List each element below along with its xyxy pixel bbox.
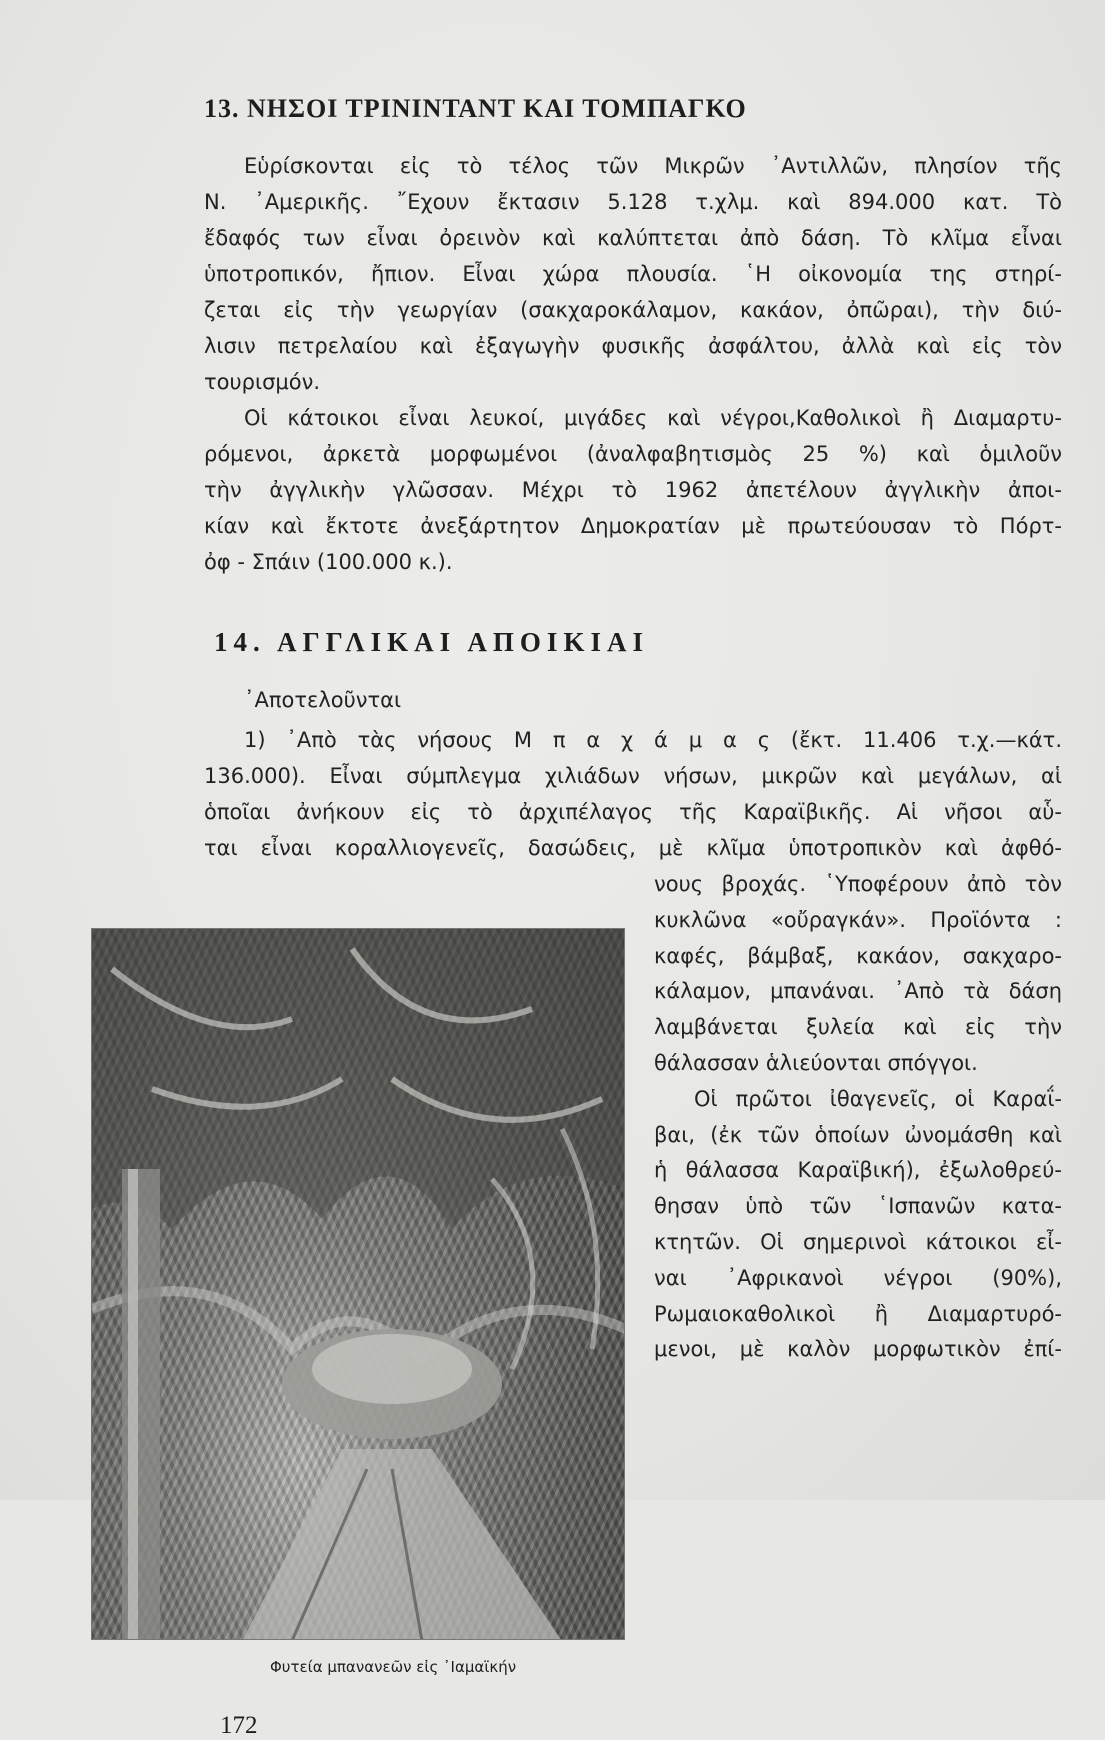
section-14-column-line: μενοι, μὲ καλὸν μορφωτικὸν ἐπί-	[654, 1337, 1062, 1362]
section-14-line: ὁποῖαι ἀνήκουν εἰς τὸ ἀρχιπέλαγος τῆς Καραϊβικῆς. Αἱ νῆσοι αὗ-	[204, 800, 1062, 824]
section-13-line: τὴν ἀγγλικὴν γλῶσσαν. Μέχρι τὸ 1962 ἀπετέλουν ἀγγλικὴν ἀποι-	[204, 478, 1062, 502]
section-13-line: κίαν καὶ ἔκτοτε ἀνεξάρτητον Δημοκρατίαν μὲ πρωτεύουσαν τὸ Πόρτ-	[204, 514, 1062, 538]
section-14-column-line: ἡ θάλασσα Καραϊβική), ἐξωλοθρεύ-	[654, 1158, 1062, 1183]
section-14-heading: 14. ΑΓΓΛΙΚΑΙ ΑΠΟΙΚΙΑΙ	[214, 627, 649, 657]
section-14-column-line: θάλασσαν ἁλιεύονται σπόγγοι.	[654, 1051, 978, 1075]
section-14-line: 136.000). Εἶναι σύμπλεγμα χιλιάδων νήσων, μικρῶν καὶ μεγάλων, αἱ	[204, 764, 1062, 788]
banana-plantation-illustration	[92, 929, 625, 1640]
section-14-line: 1) ᾿Απὸ τὰς νήσους Μ π α χ ά μ α ς (ἔκτ. 11.406 τ.χ.—κάτ.	[244, 728, 1062, 752]
section-13-line: ὑποτροπικόν, ἤπιον. Εἶναι χώρα πλουσία. ῾Η οἰκονομία της στηρί-	[204, 262, 1062, 286]
section-13-line: Οἱ κάτοικοι εἶναι λευκοί, μιγάδες καὶ νέγροι,Καθολικοὶ ἢ Διαμαρτυ-	[244, 406, 1062, 430]
section-14-column-line: κτητῶν. Οἱ σημερινοὶ κάτοικοι εἶ-	[654, 1230, 1062, 1254]
section-14-column-line: ναι ᾿Αφρικανοὶ νέγροι (90%),	[654, 1265, 1062, 1290]
section-14-column-line: κάλαμον, μπανάναι. ᾿Απὸ τὰ δάση	[654, 979, 1062, 1004]
section-14-column-line: Οἱ πρῶτοι ἰθαγενεῖς, οἱ Καραΐ-	[694, 1086, 1062, 1111]
section-13-line: τουρισμόν.	[204, 370, 321, 394]
section-14-line: ται εἶναι κοραλλιογενεῖς, δασώδεις, μὲ κλῖμα ὑποτροπικὸν καὶ ἀφθό-	[204, 836, 1062, 860]
section-13-line: Εὑρίσκονται εἰς τὸ τέλος τῶν Μικρῶν ᾿Αντιλλῶν, πλησίον τῆς	[244, 154, 1062, 178]
section-13-line: ἔδαφός των εἶναι ὀρεινὸν καὶ καλύπτεται ἀπὸ δάση. Τὸ κλῖμα εἶναι	[204, 226, 1062, 250]
section-14-column-line: νους βροχάς. ῾Υποφέρουν ἀπὸ τὸν	[654, 872, 1062, 896]
section-13-line: Ν. ᾿Αμερικῆς. ῎Εχουν ἔκτασιν 5.128 τ.χλμ. καὶ 894.000 κατ. Τὸ	[204, 190, 1062, 214]
section-13-heading: 13. ΝΗΣΟΙ ΤΡΙΝΙΝΤΑΝΤ ΚΑΙ ΤΟΜΠΑΓΚΟ	[204, 94, 747, 123]
section-13-line: ρόμενοι, ἀρκετὰ μορφωμένοι (ἀναλφαβητισμὸς 25 %) καὶ ὁμιλοῦν	[204, 442, 1062, 466]
page-number: 172	[220, 1712, 258, 1739]
section-14-column-line: καφές, βάμβαξ, κακάον, σακχαρο-	[654, 943, 1062, 968]
section-13-line: ζεται εἰς τὴν γεωργίαν (σακχαροκάλαμον, κακάον, ὀπῶραι), τὴν διύ-	[204, 298, 1062, 322]
section-14-column-line: λαμβάνεται ξυλεία καὶ εἰς τὴν	[654, 1015, 1062, 1040]
section-14-column-line: βαι, (ἐκ τῶν ὁποίων ὠνομάσθη καὶ	[654, 1122, 1062, 1147]
section-13-line: ὀφ - Σπάιν (100.000 κ.).	[204, 550, 453, 574]
section-14-column-line: θησαν ὑπὸ τῶν ῾Ισπανῶν κατα-	[654, 1194, 1062, 1219]
section-13-line: λισιν πετρελαίου καὶ ἐξαγωγὴν φυσικῆς ἀσφάλτου, ἀλλὰ καὶ εἰς τὸν	[204, 334, 1062, 358]
photo-caption: Φυτεία μπανανεῶν εἰς ᾿Ιαμαϊκήν	[270, 1658, 517, 1676]
banana-plantation-photo	[91, 928, 625, 1640]
section-14-column-line: κυκλῶνα «οὔραγκάν». Προϊόντα :	[654, 907, 1062, 932]
section-14-column-line: Ρωμαιοκαθολικοὶ ἢ Διαμαρτυρό-	[654, 1301, 1062, 1326]
section-14-intro: ᾿Αποτελοῦνται	[244, 688, 402, 712]
